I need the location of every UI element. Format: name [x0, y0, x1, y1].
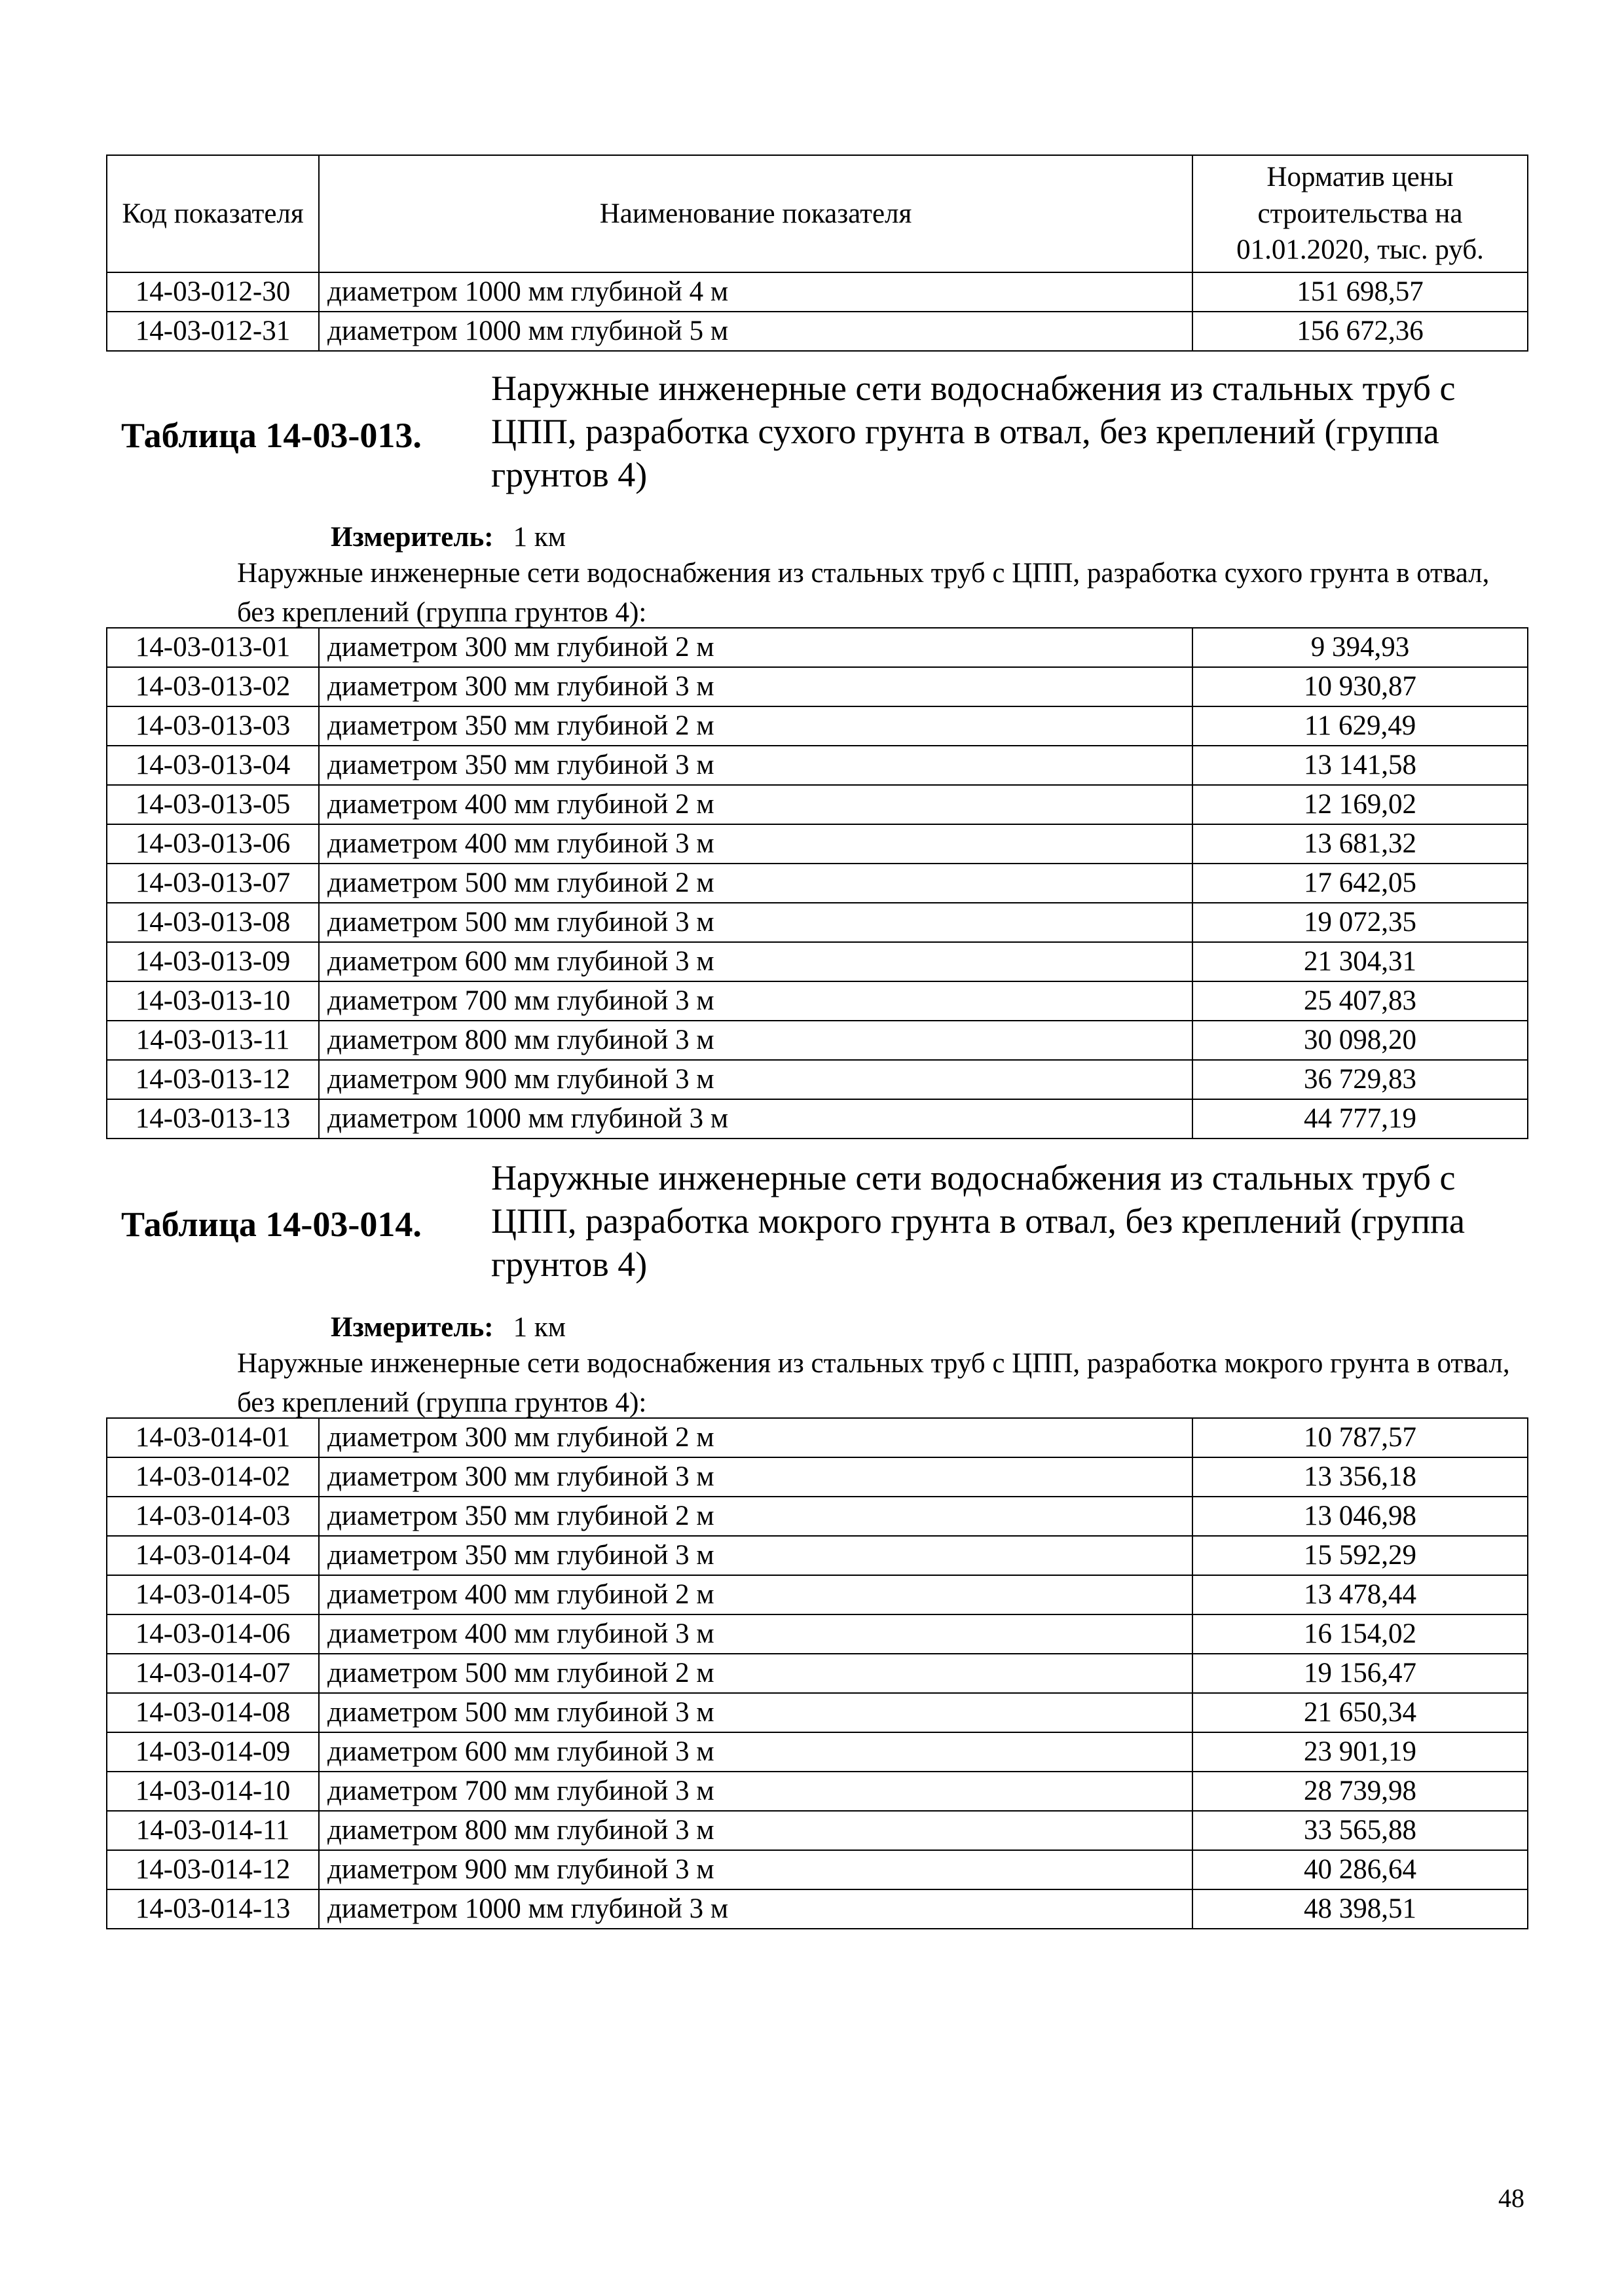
row-code: 14-03-013-03 [107, 706, 319, 746]
header-price: Норматив цены строительства на 01.01.2020, тыс. руб. [1192, 155, 1528, 272]
row-code: 14-03-012-30 [107, 272, 319, 312]
unit-value: 1 км [513, 1312, 566, 1343]
row-code: 14-03-014-03 [107, 1497, 319, 1536]
row-code: 14-03-014-11 [107, 1811, 319, 1850]
unit-label: Измеритель: [331, 1312, 494, 1343]
row-price: 36 729,83 [1192, 1060, 1528, 1099]
table-row [107, 1418, 1528, 1457]
table-row [107, 864, 1528, 903]
row-name: диаметром 600 мм глубиной 3 м [319, 942, 1192, 981]
row-name: диаметром 350 мм глубиной 2 м [319, 706, 1192, 746]
row-name: диаметром 500 мм глубиной 3 м [319, 1693, 1192, 1732]
row-code: 14-03-013-12 [107, 1060, 319, 1099]
table-row [107, 903, 1528, 942]
table-row [107, 785, 1528, 824]
row-name: диаметром 300 мм глубиной 2 м [319, 1418, 1192, 1457]
table-row [107, 1811, 1528, 1850]
row-name: диаметром 400 мм глубиной 3 м [319, 1614, 1192, 1654]
row-name: диаметром 800 мм глубиной 3 м [319, 1021, 1192, 1060]
row-name: диаметром 300 мм глубиной 2 м [319, 628, 1192, 667]
row-price: 13 681,32 [1192, 824, 1528, 864]
table-013-intro: Наружные инженерные сети водоснабжения из стальных труб с ЦПП, разработка сухого грунта в отвал, без креплений (группа грунтов 4): [237, 558, 1490, 628]
row-price: 23 901,19 [1192, 1732, 1528, 1772]
row-price: 13 046,98 [1192, 1497, 1528, 1536]
row-code: 14-03-014-08 [107, 1693, 319, 1732]
row-name: диаметром 900 мм глубиной 3 м [319, 1060, 1192, 1099]
row-price: 21 650,34 [1192, 1693, 1528, 1732]
table-row [107, 272, 1528, 312]
header-name: Наименование показателя [319, 155, 1192, 272]
table-014-intro: Наружные инженерные сети водоснабжения из стальных труб с ЦПП, разработка мокрого грунта в отвал, без креплений (группа грунтов 4): [237, 1348, 1510, 1418]
row-name: диаметром 350 мм глубиной 3 м [319, 1536, 1192, 1575]
row-name: диаметром 350 мм глубиной 2 м [319, 1497, 1192, 1536]
row-code: 14-03-013-10 [107, 981, 319, 1021]
row-price: 10 930,87 [1192, 667, 1528, 706]
table-row [107, 1497, 1528, 1536]
row-name: диаметром 500 мм глубиной 3 м [319, 903, 1192, 942]
row-price: 19 072,35 [1192, 903, 1528, 942]
row-price: 151 698,57 [1192, 272, 1528, 312]
row-price: 25 407,83 [1192, 981, 1528, 1021]
row-code: 14-03-013-04 [107, 746, 319, 785]
row-code: 14-03-014-13 [107, 1889, 319, 1929]
row-code: 14-03-013-07 [107, 864, 319, 903]
table-013-title: Таблица 14-03-013. [121, 416, 422, 455]
row-code: 14-03-013-09 [107, 942, 319, 981]
row-code: 14-03-013-13 [107, 1099, 319, 1139]
row-name: диаметром 400 мм глубиной 3 м [319, 824, 1192, 864]
row-name: диаметром 1000 мм глубиной 5 м [319, 312, 1192, 351]
row-code: 14-03-014-09 [107, 1732, 319, 1772]
row-code: 14-03-014-02 [107, 1457, 319, 1497]
row-name: диаметром 600 мм глубиной 3 м [319, 1732, 1192, 1772]
row-price: 33 565,88 [1192, 1811, 1528, 1850]
table-row [107, 1654, 1528, 1693]
table-row [107, 746, 1528, 785]
unit-label: Измеритель: [331, 522, 494, 553]
table-row [107, 942, 1528, 981]
row-name: диаметром 1000 мм глубиной 3 м [319, 1099, 1192, 1139]
row-code: 14-03-014-04 [107, 1536, 319, 1575]
row-code: 14-03-013-06 [107, 824, 319, 864]
table-014-caption: Наружные инженерные сети водоснабжения из стальных труб с ЦПП, разработка мокрого грунта в отвал, без креплений (группа грунтов 4) [491, 1158, 1465, 1284]
row-name: диаметром 300 мм глубиной 3 м [319, 667, 1192, 706]
row-code: 14-03-013-08 [107, 903, 319, 942]
row-price: 12 169,02 [1192, 785, 1528, 824]
row-name: диаметром 300 мм глубиной 3 м [319, 1457, 1192, 1497]
table-014-title: Таблица 14-03-014. [121, 1205, 422, 1244]
row-price: 16 154,02 [1192, 1614, 1528, 1654]
table-row [107, 706, 1528, 746]
header-code: Код показателя [107, 155, 319, 272]
table-row [107, 1889, 1528, 1929]
row-name: диаметром 1000 мм глубиной 4 м [319, 272, 1192, 312]
row-price: 156 672,36 [1192, 312, 1528, 351]
row-name: диаметром 500 мм глубиной 2 м [319, 1654, 1192, 1693]
table-row [107, 824, 1528, 864]
table-row [107, 628, 1528, 667]
row-price: 28 739,98 [1192, 1772, 1528, 1811]
row-price: 17 642,05 [1192, 864, 1528, 903]
row-code: 14-03-014-10 [107, 1772, 319, 1811]
table-row [107, 1099, 1528, 1139]
table-row [107, 667, 1528, 706]
row-code: 14-03-014-12 [107, 1850, 319, 1889]
unit-value: 1 км [513, 522, 566, 553]
table-013 [106, 627, 1528, 1139]
row-code: 14-03-013-02 [107, 667, 319, 706]
table-row [107, 1457, 1528, 1497]
row-price: 40 286,64 [1192, 1850, 1528, 1889]
table-014 [106, 1417, 1528, 1929]
row-price: 44 777,19 [1192, 1099, 1528, 1139]
table-row [107, 1693, 1528, 1732]
row-code: 14-03-013-11 [107, 1021, 319, 1060]
row-code: 14-03-014-05 [107, 1575, 319, 1614]
table-013-unit [331, 521, 566, 553]
row-name: диаметром 1000 мм глубиной 3 м [319, 1889, 1192, 1929]
row-price: 21 304,31 [1192, 942, 1528, 981]
row-name: диаметром 400 мм глубиной 2 м [319, 1575, 1192, 1614]
row-price: 13 141,58 [1192, 746, 1528, 785]
row-code: 14-03-014-01 [107, 1418, 319, 1457]
row-price: 30 098,20 [1192, 1021, 1528, 1060]
row-name: диаметром 700 мм глубиной 3 м [319, 981, 1192, 1021]
row-price: 15 592,29 [1192, 1536, 1528, 1575]
table-014-unit [331, 1311, 566, 1343]
table-row [107, 1536, 1528, 1575]
table-row [107, 1614, 1528, 1654]
row-code: 14-03-013-01 [107, 628, 319, 667]
row-name: диаметром 700 мм глубиной 3 м [319, 1772, 1192, 1811]
row-code: 14-03-012-31 [107, 312, 319, 351]
table-row [107, 1021, 1528, 1060]
row-price: 10 787,57 [1192, 1418, 1528, 1457]
table-row [107, 312, 1528, 351]
table-row [107, 1732, 1528, 1772]
row-name: диаметром 400 мм глубиной 2 м [319, 785, 1192, 824]
row-price: 9 394,93 [1192, 628, 1528, 667]
row-price: 48 398,51 [1192, 1889, 1528, 1929]
row-name: диаметром 500 мм глубиной 2 м [319, 864, 1192, 903]
row-code: 14-03-014-06 [107, 1614, 319, 1654]
row-price: 19 156,47 [1192, 1654, 1528, 1693]
table-row [107, 1850, 1528, 1889]
table-row [107, 1772, 1528, 1811]
row-code: 14-03-014-07 [107, 1654, 319, 1693]
row-code: 14-03-013-05 [107, 785, 319, 824]
page-number: 48 [1498, 2183, 1524, 2213]
row-name: диаметром 800 мм глубиной 3 м [319, 1811, 1192, 1850]
continuation-table [106, 155, 1528, 352]
row-name: диаметром 350 мм глубиной 3 м [319, 746, 1192, 785]
table-row [107, 1575, 1528, 1614]
row-price: 13 356,18 [1192, 1457, 1528, 1497]
row-name: диаметром 900 мм глубиной 3 м [319, 1850, 1192, 1889]
row-price: 13 478,44 [1192, 1575, 1528, 1614]
table-row [107, 1060, 1528, 1099]
table-row [107, 981, 1528, 1021]
table-013-caption: Наружные инженерные сети водоснабжения из стальных труб с ЦПП, разработка сухого грунта в отвал, без креплений (группа грунтов 4) [491, 369, 1456, 494]
table-header-row [107, 155, 1528, 272]
row-price: 11 629,49 [1192, 706, 1528, 746]
